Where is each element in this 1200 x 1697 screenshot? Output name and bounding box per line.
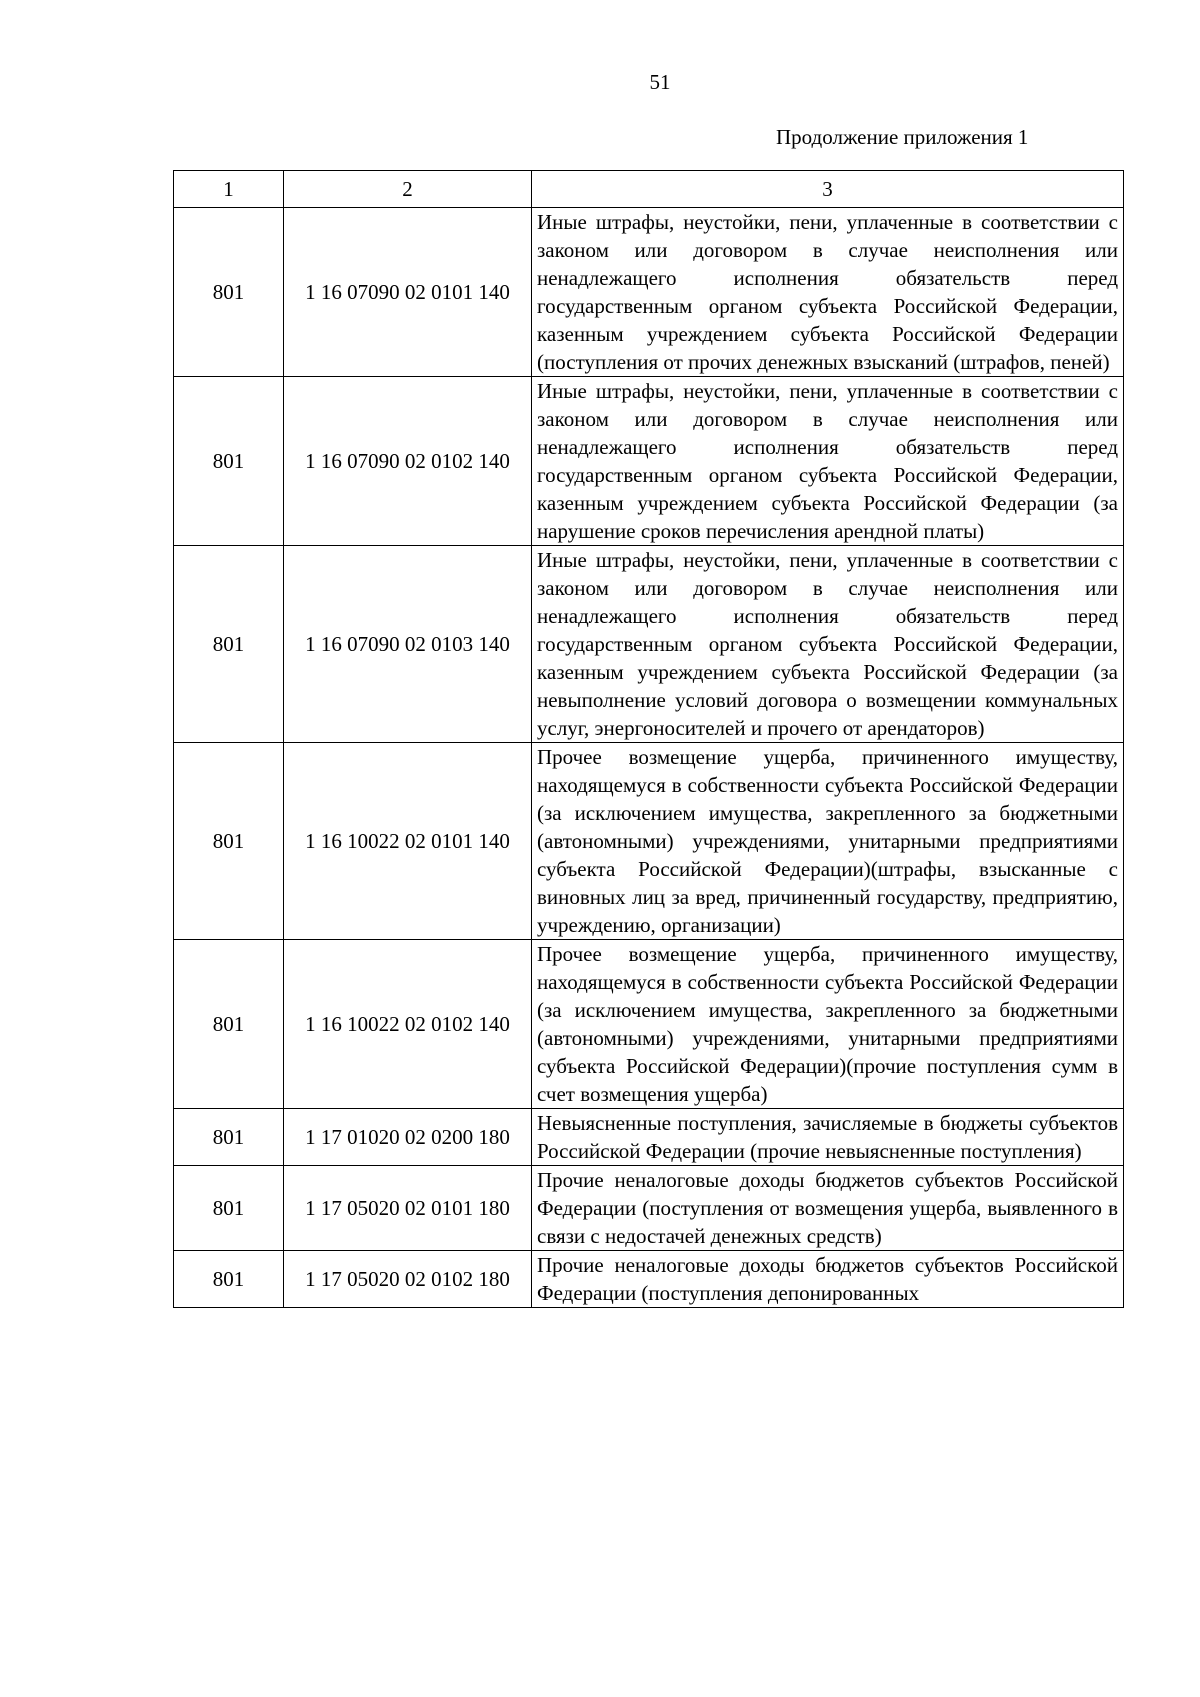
appendix-table (173, 170, 1124, 1308)
column-header: 3 (532, 171, 1124, 208)
table-row (174, 1109, 1124, 1166)
budget-code-cell: 1 16 07090 02 0101 140 (284, 208, 532, 377)
admin-code-cell: 801 (174, 377, 284, 546)
description-cell: Прочее возмещение ущерба, причиненного имуществу, находящемуся в собственности субъекта Российской Федерации (за исключением имущества, закрепленного за бюджетными (автономными) учреждениями, унитарными предприятиями субъекта Российской Федерации)(прочие поступления сумм в счет возмещения ущерба) (532, 940, 1124, 1109)
admin-code-cell: 801 (174, 743, 284, 940)
table-row (174, 377, 1124, 546)
description-cell (532, 1251, 1124, 1308)
description-cell: Иные штрафы, неустойки, пени, уплаченные в соответствии с законом или договором в случае неисполнения или ненадлежащего исполнения обязательств перед государственным органом субъекта Российской Федерации, казенным учреждением субъекта Российской Федерации (поступления от прочих денежных взысканий (штрафов, пеней) (532, 208, 1124, 377)
budget-code-cell: 1 16 10022 02 0102 140 (284, 940, 532, 1109)
table-row (174, 546, 1124, 743)
budget-code-cell: 1 16 10022 02 0101 140 (284, 743, 532, 940)
page-number: 51 (649, 70, 671, 94)
admin-code-cell: 801 (174, 1109, 284, 1166)
budget-code-cell: 1 16 07090 02 0102 140 (284, 377, 532, 546)
table-row (174, 940, 1124, 1109)
description-cell: Прочие неналоговые доходы бюджетов субъектов Российской Федерации (поступления от возмещения ущерба, выявленного в связи с недостачей денежных средств) (532, 1166, 1124, 1251)
admin-code-cell: 801 (174, 940, 284, 1109)
column-header: 2 (284, 171, 532, 208)
table-row (174, 1251, 1124, 1308)
table-row (174, 743, 1124, 940)
admin-code-cell: 801 (174, 1251, 284, 1308)
admin-code-cell: 801 (174, 1166, 284, 1251)
admin-code-cell: 801 (174, 208, 284, 377)
budget-code-cell: 1 17 05020 02 0101 180 (284, 1166, 532, 1251)
description-cell: Прочее возмещение ущерба, причиненного имуществу, находящемуся в собственности субъекта Российской Федерации (за исключением имущества, закрепленного за бюджетными (автономными) учреждениями, унитарными предприятиями субъекта Российской Федерации)(штрафы, взысканные с виновных лиц за вред, причиненный государству, предприятию, учреждению, организации) (532, 743, 1124, 940)
description-cell: Невыясненные поступления, зачисляемые в бюджеты субъектов Российской Федерации (прочие невыясненные поступления) (532, 1109, 1124, 1166)
description-cell: Иные штрафы, неустойки, пени, уплаченные в соответствии с законом или договором в случае неисполнения или ненадлежащего исполнения обязательств перед государственным органом субъекта Российской Федерации, казенным учреждением субъекта Российской Федерации (за нарушение сроков перечисления арендной платы) (532, 377, 1124, 546)
table-row (174, 208, 1124, 377)
description-text: Прочие неналоговые доходы бюджетов субъектов Российской Федерации (поступления депонированных (537, 1253, 1118, 1305)
budget-code-cell: 1 17 05020 02 0102 180 (284, 1251, 532, 1308)
description-cell: Иные штрафы, неустойки, пени, уплаченные в соответствии с законом или договором в случае неисполнения или ненадлежащего исполнения обязательств перед государственным органом субъекта Российской Федерации, казенным учреждением субъекта Российской Федерации (за невыполнение условий договора о возмещении коммунальных услуг, энергоносителей и прочего от арендаторов) (532, 546, 1124, 743)
budget-code-cell: 1 17 01020 02 0200 180 (284, 1109, 532, 1166)
admin-code-cell: 801 (174, 546, 284, 743)
table-row (174, 1166, 1124, 1251)
continuation-label: Продолжение приложения 1 (776, 125, 1029, 149)
column-header: 1 (174, 171, 284, 208)
budget-code-cell: 1 16 07090 02 0103 140 (284, 546, 532, 743)
table-header-row (174, 171, 1124, 208)
